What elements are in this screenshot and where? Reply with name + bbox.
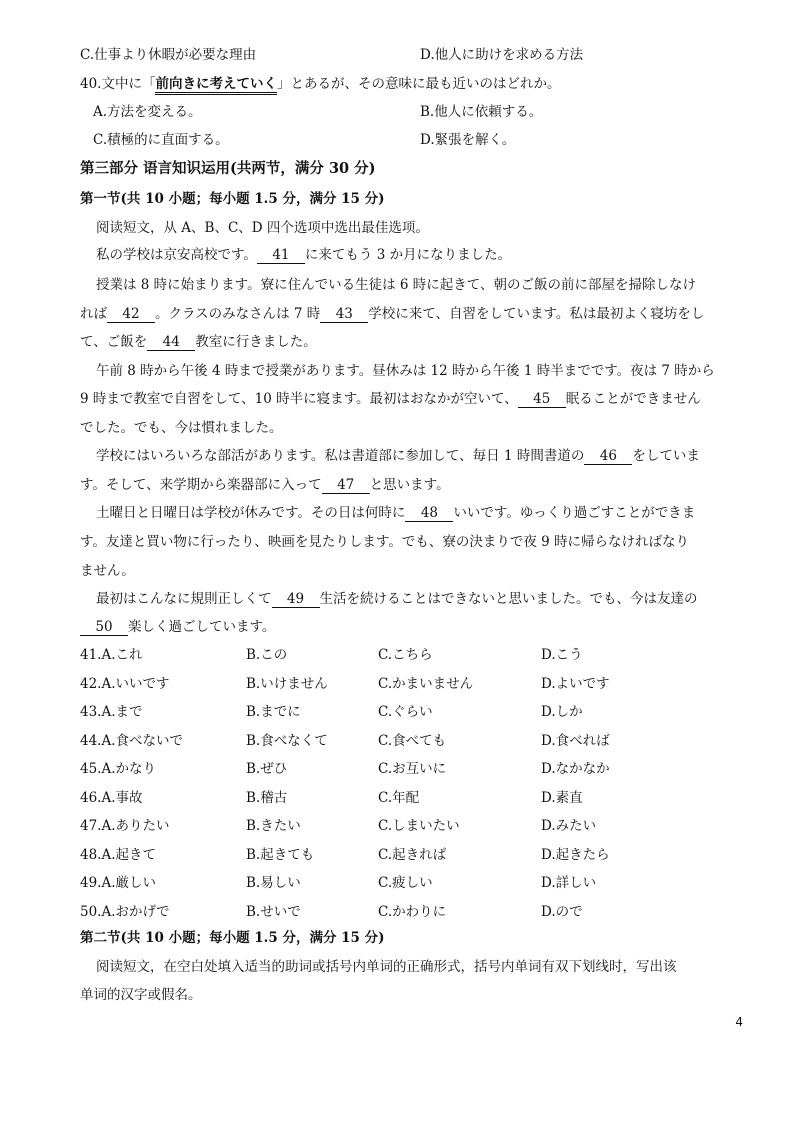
blank-50: 50 [80,619,128,636]
q45-option-c: C.お互いに [378,761,447,777]
q48-option-a: 48.A.起きて [80,847,157,863]
q42-option-b: B.いけません [246,676,328,692]
q40-option-c: C.積極的に直面する。 [93,132,229,148]
blank-44: 44 [147,334,195,351]
passage-p3-l2: 9 時まで教室で自習をして、10 時半に寝ます。最初はおなかが空いて、 45 眠ることができません [80,391,701,407]
blank-47: 47 [322,477,370,494]
passage-p2-l3: て、ご飯を 44 教室に行きました。 [80,334,317,350]
q45-option-b: B.ぜひ [246,761,288,777]
passage-p1: 私の学校は京安高校です。 41 に来てもう 3 か月になりました。 [96,247,512,263]
q49-option-d: D.詳しい [541,875,597,891]
q48-option-d: D.起きたら [541,847,610,863]
passage-p4-l2: す。そして、来学期から楽器部に入って 47 と思います。 [80,477,450,493]
section2-title: 第二节(共 10 小题；每小题 1.5 分，满分 15 分) [80,930,385,946]
q47-option-d: D.みたい [541,818,597,834]
q49-option-a: 49.A.厳しい [80,875,157,891]
q42-option-a: 42.A.いいです [80,676,170,692]
q46-option-a: 46.A.事故 [80,790,143,806]
q43-option-c: C.ぐらい [378,704,433,720]
section2-instruction-l1: 阅读短文，在空白处填入适当的助词或括号内单词的正确形式，括号内单词有双下划线时，写出该 [96,959,677,975]
q45-option-a: 45.A.かなり [80,761,157,777]
blank-46: 46 [584,448,632,465]
q40-option-a: A.方法を変える。 [93,104,202,120]
q46-option-c: C.年配 [378,790,420,806]
passage-p6-l2: 50 楽しく過ごしています。 [80,617,720,637]
blank-49: 49 [272,591,320,608]
q50-option-d: D.ので [541,904,583,920]
q49-option-c: C.疲しい [378,875,433,891]
passage-p5-l3: ません。 [80,563,135,579]
q49-option-b: B.易しい [246,875,301,891]
q41-option-b: B.この [246,647,288,663]
q44-option-d: D.食べれば [541,733,610,749]
q43-option-a: 43.A.まで [80,704,143,720]
q48-option-b: B.起きても [246,847,315,863]
q42-option-c: C.かまいません [378,676,474,692]
passage-p3-l1: 午前 8 時から午後 4 時まで授業があります。昼休みは 12 時から午後 1 時半までです。夜は 7 時から [96,363,715,379]
page-number: 4 [735,1015,743,1029]
q41-option-a: 41.A.これ [80,647,143,663]
q41-option-c: C.こちら [378,647,433,663]
blank-42: 42 [107,306,155,323]
blank-48: 48 [405,505,453,522]
q40-option-b: B.他人に依頼する。 [420,104,543,120]
q43-option-d: D.しか [541,704,583,720]
q48-option-c: C.起きれば [378,847,447,863]
passage-p3-l3: でした。でも、今は慣れました。 [80,420,283,436]
q44-option-c: C.食べても [378,733,447,749]
section1-title: 第一节(共 10 小题；每小题 1.5 分，满分 15 分) [80,191,385,207]
q50-option-c: C.かわりに [378,904,447,920]
q40-option-d: D.緊張を解く。 [420,132,516,148]
q39-option-c: C.仕事より休暇が必要な理由 [80,47,257,63]
passage-p4-l1: 学校にはいろいろな部活があります。私は書道部に参加して、毎日 1 時間書道の 46 をしていま [96,448,700,464]
section1-instruction: 阅读短文，从 A、B、C、D 四个选项中选出最佳选项。 [96,220,429,236]
passage-p5-l2: す。友達と買い物に行ったり、映画を見たりします。でも、寮の決まりで夜 9 時に帰らなければなり [80,534,690,550]
blank-43: 43 [320,306,368,323]
q43-option-b: B.までに [246,704,301,720]
section2-instruction-l2: 单词的汉字或假名。 [80,987,202,1003]
q47-option-a: 47.A.ありたい [80,818,170,834]
q50-option-a: 50.A.おかげで [80,904,170,920]
q47-option-b: B.きたい [246,818,301,834]
part3-title: 第三部分 语言知识运用(共两节，满分 30 分) [80,160,376,177]
q46-option-b: B.稽古 [246,790,288,806]
q47-option-c: C.しまいたい [378,818,460,834]
q44-option-b: B.食べなくて [246,733,328,749]
q40-phrase: 前向きに考えていく [155,76,277,95]
blank-41: 41 [257,247,305,264]
q50-option-b: B.せいで [246,904,301,920]
passage-p2-l2: れば 42 。クラスのみなさんは 7 時 43 学校に来て、自習をしています。私は最初よく寝坊をし [80,306,705,322]
passage-p6-l1: 最初はこんなに規則正しくて 49 生活を続けることはできないと思いました。でも、今は友達の [96,591,698,607]
q41-option-d: D.こう [541,647,583,663]
q39-option-d: D.他人に助けを求める方法 [420,47,584,63]
q40-stem: 40.文中に「前向きに考えていく」とあるが、その意味に最も近いのはどれか。 [80,74,720,94]
q45-option-d: D.なかなか [541,761,610,777]
passage-p5-l1: 土曜日と日曜日は学校が休みです。その日は何時に 48 いいです。ゆっくり過ごすことができま [96,505,696,521]
passage-p2-l1: 授業は 8 時に始まります。寮に住んでいる生徒は 6 時に起きて、朝のご飯の前に部屋を掃除しなけ [96,277,696,293]
blank-45: 45 [518,391,566,408]
q44-option-a: 44.A.食べないで [80,733,184,749]
q42-option-d: D.よいです [541,676,610,692]
q46-option-d: D.素直 [541,790,583,806]
